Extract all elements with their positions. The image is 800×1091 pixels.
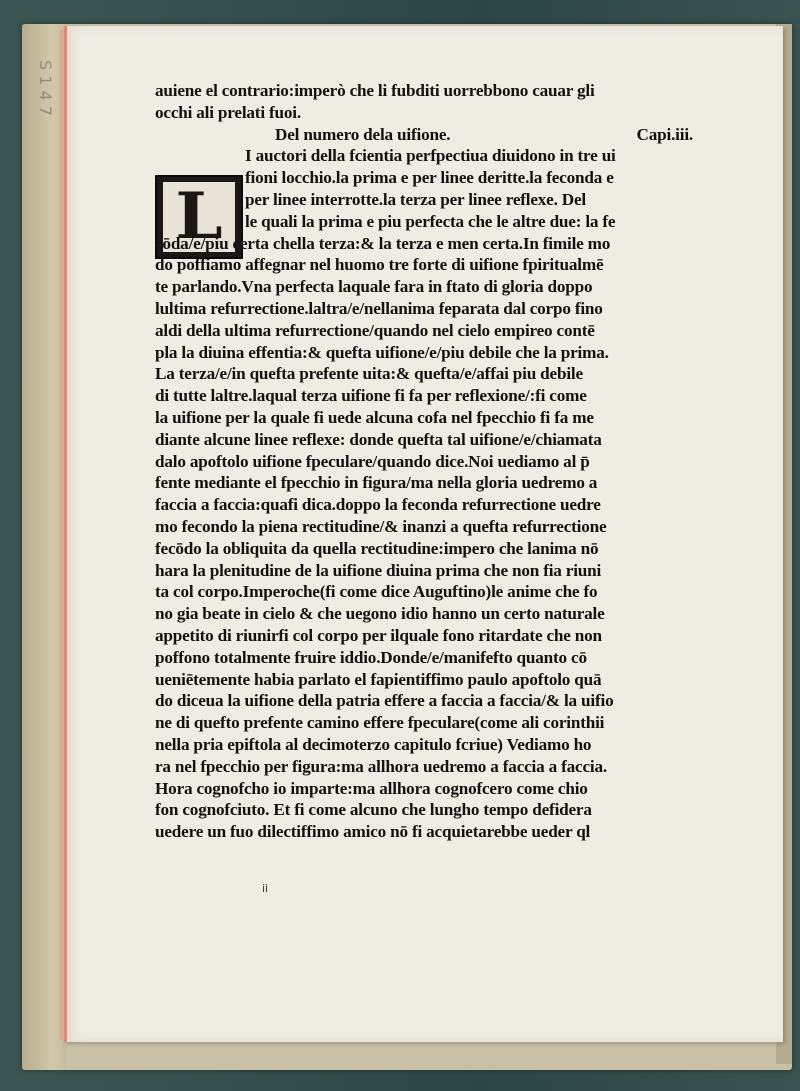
text-line: uedere un fuo dilectiffimo amico nō fi acquietarebbe ueder ql [155, 822, 591, 842]
text-line: la uifione per la quale fi uede alcuna cofa nel fpecchio fi fa me [155, 407, 594, 427]
text-line: le quali la prima e piu perfecta che le altre due: la fe [245, 211, 616, 231]
text-line: fecōdo la obliquita da quella rectitudine:impero che lanima nō [155, 538, 599, 558]
signature-mark: ii [262, 882, 269, 895]
text-line: diante alcune linee reflexe: donde quefta tal uifione/e/chiamata [155, 429, 602, 449]
text-line: ta col corpo.Imperoche(fi come dice Auguftino)le anime che fo [155, 582, 598, 602]
page-text [155, 80, 705, 843]
text-line: Hora cognofcho io imparte:ma allhora cognofcero come chio [155, 778, 588, 798]
text-line: no gia beate in cielo & che uegono idio hanno un certo naturale [155, 604, 605, 624]
body-paragraph [155, 233, 705, 843]
chapter-number: Capi.iii. [636, 124, 693, 144]
pencil-annotation: S 1 4 7 [36, 60, 55, 116]
text-line: ra nel fpecchio per figura:ma allhora uedremo a faccia a faccia. [155, 756, 607, 776]
text-line: pla la diuina effentia:& quefta uifione/e/piu debile che la prima. [155, 342, 609, 362]
text-line: fon cognofciuto. Et fi come alcuno che lungho tempo defidera [155, 800, 592, 820]
text-line: te parlando.Vna perfecta laquale fara in ftato di gloria doppo [155, 277, 593, 297]
text-line: I auctori della fcientia perfpectiua diuidono in tre ui [245, 146, 616, 166]
text-line: occhi ali prelati fuoi. [155, 102, 301, 122]
text-line: do poffiamo affegnar nel huomo tre forte di uifione fpiritualmē [155, 255, 604, 275]
text-line: lultima refurrectione.laltra/e/nellanima feparata dal corpo fino [155, 298, 603, 318]
initial-letter-glyph: L [175, 182, 223, 252]
text-line: fioni locchio.la prima e per linee deritte.la feconda e [245, 168, 614, 188]
chapter-title: Del numero dela uifione. [275, 124, 451, 144]
text-line: La terza/e/in quefta prefente uita:& quefta/e/affai piu debile [155, 364, 583, 384]
text-line: hara la plenitudine de la uifione diuina prima che non fia riuni [155, 560, 602, 580]
text-line: aldi della ultima refurrectione/quando nel cielo empireo contē [155, 320, 595, 340]
text-line: do diceua la uifione della patria effere a faccia a faccia/& la uifio [155, 691, 614, 711]
text-line: di tutte laltre.laqual terza uifione fi fa per reflexione/:fi come [155, 386, 587, 406]
text-line: ne di quefto prefente camino effere fpeculare(come ali corinthii [155, 713, 605, 733]
text-line: dalo apoftolo uifione fpeculare/quando dice.Noi uediamo al p̄ [155, 451, 590, 471]
text-line: faccia a faccia:quafi dica.doppo la feconda refurrectione uedre [155, 495, 601, 515]
text-line: mo fecondo la piena rectitudine/& inanzi a quefta refurrectione [155, 516, 607, 536]
rubricated-page-edge [60, 30, 63, 1040]
text-line: fente mediante el fpecchio in figura/ma nella gloria uedremo a [155, 473, 598, 493]
text-line: auiene el contrario:imperò che li fubditi uorrebbono cauar gli [155, 81, 595, 100]
text-line: appetito di riunirfi col corpo per ilquale fono ritardate che non [155, 625, 602, 645]
text-line: ueniētemente habia parlato el fapientiffimo paulo apoftolo quā [155, 669, 602, 689]
text-line: poffono totalmente fruire iddio.Donde/e/manifefto quanto cō [155, 647, 587, 667]
text-line: cōda/e/piu certa chella terza:& la terza e men certa.In fimile mo [155, 233, 611, 253]
chapter-heading [155, 124, 705, 146]
text-line: nella pria epiftola al decimoterzo capitulo fcriue) Vediamo ho [155, 734, 592, 754]
text-line: per linee interrotte.la terza per linee reflexe. Del [245, 189, 587, 209]
